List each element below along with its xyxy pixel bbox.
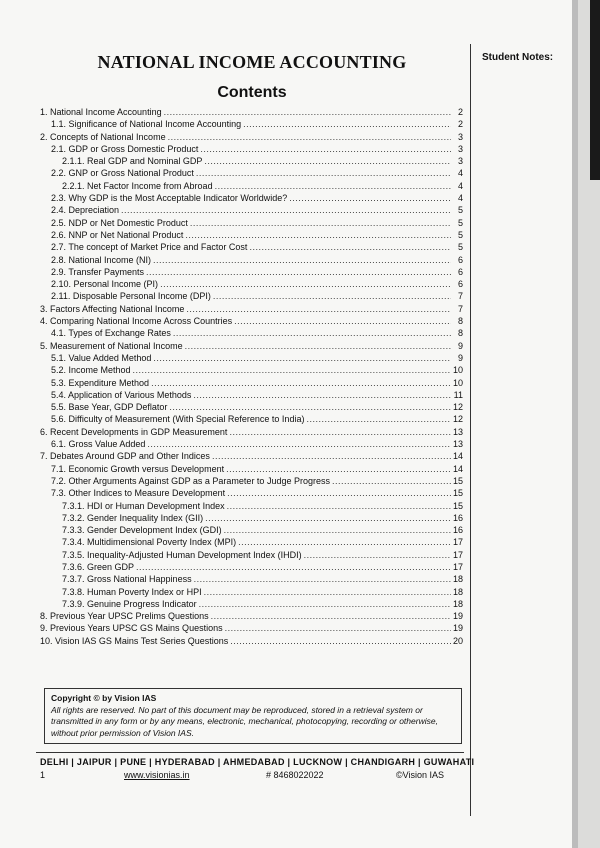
toc-row[interactable] <box>40 549 463 561</box>
toc-page-number: 5 <box>457 205 463 216</box>
toc-row[interactable] <box>40 364 463 376</box>
toc-label: 2.11. Disposable Personal Income (DPI) <box>51 291 211 302</box>
toc-label: 2.1.1. Real GDP and Nominal GDP <box>62 156 203 167</box>
toc-row[interactable] <box>40 303 463 315</box>
brand-label: ©Vision IAS <box>396 770 444 780</box>
toc-leader-dots <box>194 573 451 585</box>
toc-page-number: 4 <box>457 168 463 179</box>
toc-leader-dots <box>121 204 451 216</box>
toc-leader-dots <box>211 610 451 622</box>
page-number: 1 <box>40 770 46 780</box>
toc-leader-dots <box>190 217 451 229</box>
toc-leader-dots <box>332 475 451 487</box>
toc-row[interactable] <box>40 241 463 253</box>
toc-row[interactable] <box>40 377 463 389</box>
toc-label: 2. Concepts of National Income <box>40 131 166 142</box>
toc-page-number: 18 <box>452 574 463 585</box>
document-title: NATIONAL INCOME ACCOUNTING <box>97 52 407 72</box>
toc-label: 2.1. GDP or Gross Domestic Product <box>51 143 199 154</box>
toc-page-number: 18 <box>452 586 463 597</box>
toc-label: 2.9. Transfer Payments <box>51 266 145 277</box>
toc-page-number: 11 <box>453 389 463 400</box>
toc-page-number: 5 <box>457 229 463 240</box>
contents-heading: Contents <box>217 84 287 101</box>
toc-row[interactable] <box>40 586 463 598</box>
toc-row[interactable] <box>40 622 463 634</box>
toc-leader-dots <box>146 266 451 278</box>
toc-label: 4.1. Types of Exchange Rates <box>51 328 171 339</box>
toc-row[interactable] <box>40 561 463 573</box>
toc-page-number: 6 <box>457 279 463 290</box>
notes-divider <box>470 44 471 816</box>
toc-leader-dots <box>227 487 451 499</box>
toc-leader-dots <box>204 155 451 167</box>
toc-row[interactable] <box>40 315 463 327</box>
toc-label: 7.3.4. Multidimensional Poverty Index (MPI) <box>62 537 237 548</box>
toc-label: 2.10. Personal Income (PI) <box>51 279 159 290</box>
toc-row[interactable] <box>40 180 463 192</box>
toc-row[interactable] <box>40 266 463 278</box>
toc-leader-dots <box>289 192 451 204</box>
toc-page-number: 3 <box>457 131 463 142</box>
toc-leader-dots <box>224 524 451 536</box>
toc-row[interactable] <box>40 290 463 302</box>
toc-row[interactable] <box>40 389 463 401</box>
toc-page-number: 15 <box>452 475 463 486</box>
toc-page-number: 14 <box>452 463 463 474</box>
toc-page-number: 17 <box>452 549 463 560</box>
toc-label: 7.3.6. Green GDP <box>62 561 135 572</box>
toc-label: 7.3.1. HDI or Human Development Index <box>62 500 225 511</box>
toc-row[interactable] <box>40 352 463 364</box>
toc-row[interactable] <box>40 426 463 438</box>
toc-leader-dots <box>205 512 451 524</box>
toc-row[interactable] <box>40 536 463 548</box>
copyright-title: Copyright © by Vision IAS <box>51 693 157 703</box>
toc-page-number: 3 <box>457 143 463 154</box>
toc-page-number: 13 <box>452 426 463 437</box>
toc-label: 5.1. Value Added Method <box>51 352 152 363</box>
table-of-contents <box>40 106 463 647</box>
toc-label: 2.2. GNP or Gross National Product <box>51 168 194 179</box>
toc-page-number: 14 <box>452 451 463 462</box>
toc-label: 7.3.9. Genuine Progress Indicator <box>62 598 197 609</box>
toc-label: 7.1. Economic Growth versus Development <box>51 463 225 474</box>
toc-row[interactable] <box>40 143 463 155</box>
toc-label: 9. Previous Years UPSC GS Mains Questions <box>40 623 223 634</box>
toc-page-number: 16 <box>452 525 463 536</box>
toc-leader-dots <box>153 254 451 266</box>
adjacent-page-edge <box>572 0 600 848</box>
toc-label: 7.3.7. Gross National Happiness <box>62 574 192 585</box>
toc-page-number: 5 <box>457 217 463 228</box>
toc-row[interactable] <box>40 340 463 352</box>
toc-page-number: 19 <box>452 611 463 622</box>
toc-row[interactable] <box>40 131 463 143</box>
toc-leader-dots <box>204 586 451 598</box>
toc-page-number: 8 <box>457 316 463 327</box>
toc-label: 7.3.3. Gender Development Index (GDI) <box>62 525 222 536</box>
toc-row[interactable] <box>40 401 463 413</box>
toc-row[interactable] <box>40 573 463 585</box>
dark-edge <box>590 0 600 180</box>
toc-leader-dots <box>238 536 451 548</box>
toc-row[interactable] <box>40 413 463 425</box>
toc-label: 8. Previous Year UPSC Prelims Questions <box>40 611 209 622</box>
toc-label: 2.4. Depreciation <box>51 205 120 216</box>
toc-page-number: 19 <box>452 623 463 634</box>
toc-leader-dots <box>199 598 451 610</box>
toc-label: 7.3.2. Gender Inequality Index (GII) <box>62 512 204 523</box>
toc-label: 7.2. Other Arguments Against GDP as a Parameter to Judge Progress <box>51 475 330 486</box>
toc-label: 5.5. Base Year, GDP Deflator <box>51 402 168 413</box>
toc-label: 2.3. Why GDP is the Most Acceptable Indicator Worldwide? <box>51 193 288 204</box>
page-shadow <box>572 0 578 848</box>
toc-leader-dots <box>215 180 451 192</box>
toc-label: 2.2.1. Net Factor Income from Abroad <box>62 180 213 191</box>
toc-leader-dots <box>169 401 451 413</box>
toc-leader-dots <box>249 241 451 253</box>
toc-label: 5.4. Application of Various Methods <box>51 389 192 400</box>
toc-leader-dots <box>173 327 451 339</box>
toc-leader-dots <box>227 500 451 512</box>
footer-divider <box>36 752 464 753</box>
toc-page-number: 12 <box>452 414 463 425</box>
toc-row[interactable] <box>40 327 463 339</box>
toc-row[interactable] <box>40 450 463 462</box>
toc-label: 5.6. Difficulty of Measurement (With Special Reference to India) <box>51 414 305 425</box>
toc-leader-dots <box>212 450 451 462</box>
phone-number: # 8468022022 <box>266 770 324 780</box>
toc-row[interactable] <box>40 635 463 647</box>
toc-leader-dots <box>168 131 451 143</box>
toc-page-number: 6 <box>457 254 463 265</box>
toc-leader-dots <box>229 426 451 438</box>
toc-label: 7.3. Other Indices to Measure Development <box>51 488 226 499</box>
toc-page-number: 10 <box>452 377 463 388</box>
toc-row[interactable] <box>40 278 463 290</box>
toc-page-number: 18 <box>452 598 463 609</box>
toc-leader-dots <box>243 118 451 130</box>
toc-leader-dots <box>147 438 451 450</box>
toc-row[interactable] <box>40 229 463 241</box>
toc-leader-dots <box>225 622 451 634</box>
toc-label: 6. Recent Developments in GDP Measurement <box>40 426 228 437</box>
toc-page-number: 8 <box>457 328 463 339</box>
toc-row[interactable] <box>40 254 463 266</box>
toc-leader-dots <box>133 364 451 376</box>
toc-page-number: 15 <box>452 500 463 511</box>
toc-page-number: 15 <box>452 488 463 499</box>
toc-label: 6.1. Gross Value Added <box>51 439 146 450</box>
toc-row[interactable] <box>40 475 463 487</box>
toc-page-number: 6 <box>457 266 463 277</box>
toc-row[interactable] <box>40 610 463 622</box>
toc-page-number: 4 <box>457 193 463 204</box>
toc-label: 4. Comparing National Income Across Countries <box>40 316 233 327</box>
toc-leader-dots <box>160 278 451 290</box>
toc-page-number: 9 <box>457 340 463 351</box>
toc-label: 3. Factors Affecting National Income <box>40 303 185 314</box>
footer-cities: DELHI | JAIPUR | PUNE | HYDERABAD | AHMEDABAD | LUCKNOW | CHANDIGARH | GUWAHATI <box>40 757 475 767</box>
toc-page-number: 12 <box>452 402 463 413</box>
toc-label: 5. Measurement of National Income <box>40 340 183 351</box>
toc-label: 2.6. NNP or Net National Product <box>51 229 184 240</box>
toc-leader-dots <box>304 549 451 561</box>
toc-page-number: 3 <box>457 156 463 167</box>
toc-label: 2.5. NDP or Net Domestic Product <box>51 217 188 228</box>
toc-page-number: 5 <box>457 242 463 253</box>
toc-page-number: 10 <box>452 365 463 376</box>
toc-leader-dots <box>226 463 451 475</box>
toc-page-number: 4 <box>457 180 463 191</box>
toc-label: 7.3.8. Human Poverty Index or HPI <box>62 586 202 597</box>
toc-label: 2.8. National Income (NI) <box>51 254 152 265</box>
toc-leader-dots <box>185 340 451 352</box>
toc-row[interactable] <box>40 155 463 167</box>
toc-row[interactable] <box>40 192 463 204</box>
toc-leader-dots <box>151 377 451 389</box>
copyright-box <box>44 688 462 744</box>
toc-label: 7. Debates Around GDP and Other Indices <box>40 451 210 462</box>
toc-leader-dots <box>136 561 451 573</box>
toc-leader-dots <box>213 290 451 302</box>
toc-page-number: 7 <box>457 291 463 302</box>
toc-page-number: 16 <box>452 512 463 523</box>
toc-row[interactable] <box>40 204 463 216</box>
toc-label: 2.7. The concept of Market Price and Factor Cost <box>51 242 248 253</box>
toc-label: 5.2. Income Method <box>51 365 131 376</box>
toc-leader-dots <box>200 143 451 155</box>
toc-page-number: 13 <box>452 439 463 450</box>
toc-row[interactable] <box>40 512 463 524</box>
toc-leader-dots <box>153 352 451 364</box>
toc-leader-dots <box>234 315 451 327</box>
toc-leader-dots <box>186 303 451 315</box>
toc-label: 1. National Income Accounting <box>40 107 162 117</box>
toc-leader-dots <box>196 167 451 179</box>
toc-row[interactable] <box>40 167 463 179</box>
student-notes-label: Student Notes: <box>482 52 554 63</box>
toc-page-number: 7 <box>457 303 463 314</box>
toc-page-number: 17 <box>452 537 463 548</box>
toc-page-number: 9 <box>457 352 463 363</box>
toc-leader-dots <box>306 413 451 425</box>
toc-leader-dots <box>193 389 451 401</box>
toc-row[interactable] <box>40 438 463 450</box>
toc-label: 5.3. Expenditure Method <box>51 377 150 388</box>
toc-label: 7.3.5. Inequality-Adjusted Human Development Index (IHDI) <box>62 549 302 560</box>
toc-leader-dots <box>185 229 451 241</box>
toc-row[interactable] <box>40 598 463 610</box>
toc-page-number: 20 <box>452 635 463 646</box>
toc-page-number: 2 <box>457 107 463 117</box>
footer-row <box>40 770 464 780</box>
website-link[interactable]: www.visionias.in <box>124 770 190 780</box>
toc-label: 10. Vision IAS GS Mains Test Series Questions <box>40 635 229 646</box>
copyright-body: All rights are reserved. No part of this document may be reproduced, stored in a retrieval system or transmitted in any form or by any means, electronic, mechanical, photocopying, recording or otherwise, without prior permission of Vision IAS. <box>51 704 438 738</box>
toc-leader-dots <box>164 106 451 118</box>
toc-page-number: 2 <box>457 119 463 130</box>
toc-row[interactable] <box>40 118 463 130</box>
toc-row[interactable] <box>40 487 463 499</box>
toc-page-number: 17 <box>452 561 463 572</box>
toc-row[interactable] <box>40 463 463 475</box>
toc-row[interactable] <box>40 217 463 229</box>
toc-row[interactable] <box>40 106 463 118</box>
toc-leader-dots <box>230 635 451 647</box>
toc-label: 1.1. Significance of National Income Accounting <box>51 119 242 130</box>
toc-row[interactable] <box>40 524 463 536</box>
toc-row[interactable] <box>40 500 463 512</box>
